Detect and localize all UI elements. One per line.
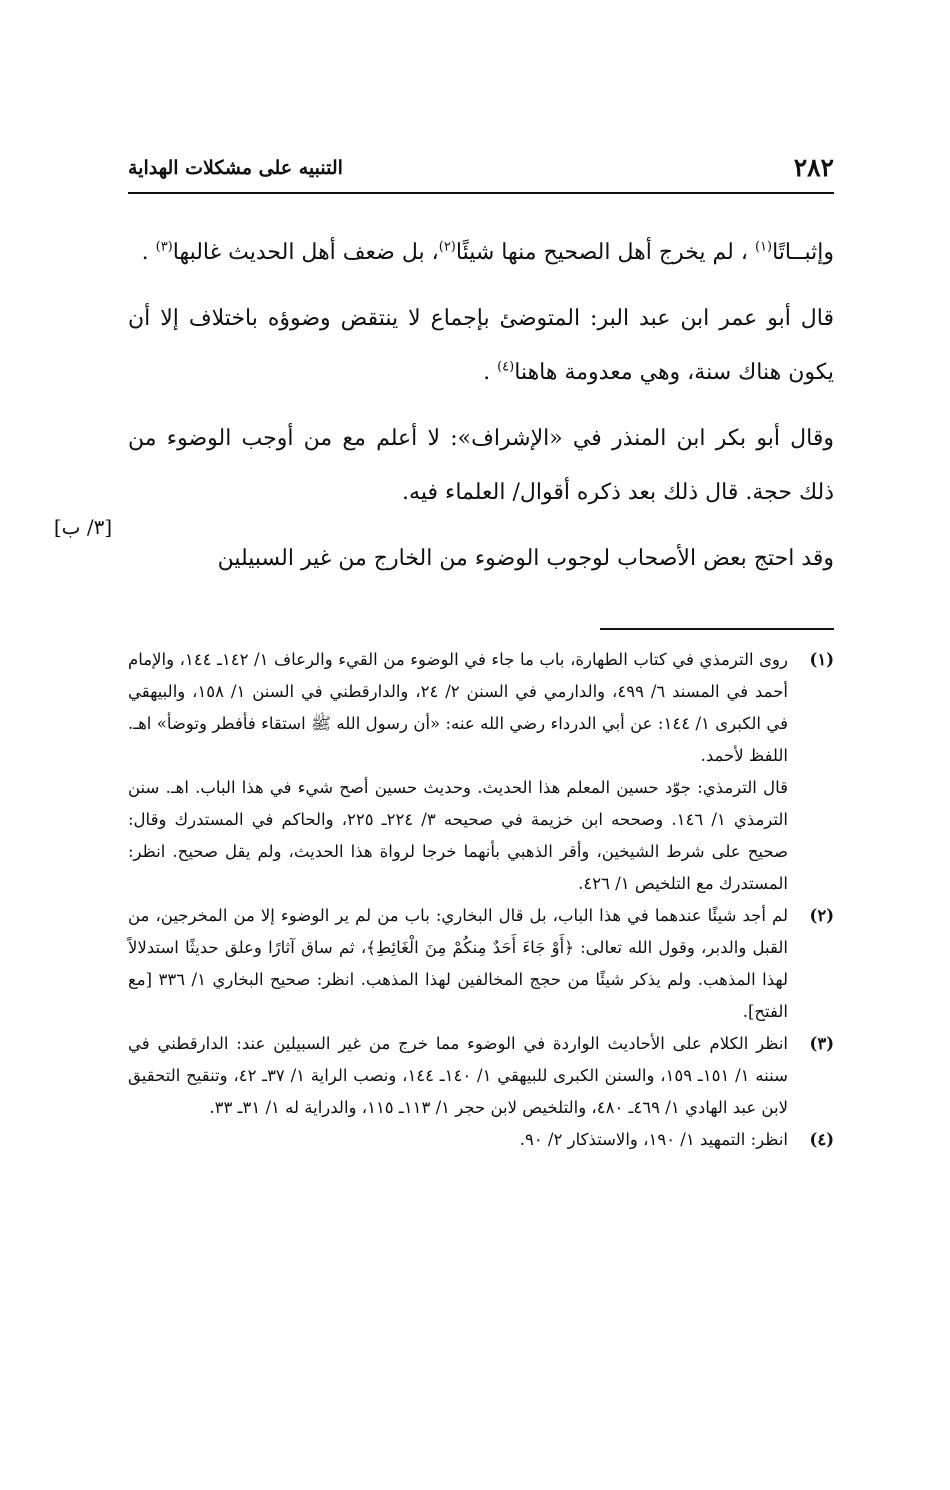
running-title: التنبيه على مشكلات الهداية [128,157,343,179]
footnote-2 [128,900,834,1028]
text-run: . [141,240,156,265]
paragraph-2 [128,292,834,400]
footnote-text: انظر الكلام على الأحاديث الواردة في الوضوء مما خرج من غير السبيلين عند: الدارقطني في سننه ١/ ١٥١ـ ١٥٩، والسنن الكبرى للبيهقي ١/ ١٤٠ـ ١٤٤، ونصب الراية ١/ ٣٧ـ ٤٢، وتنقيح التحقيق لابن عبد الهادي ١/ ٤٦٩ـ ٤٨٠، والتلخيص لابن حجر ١/ ١١٣ـ ١١٥، والدراية له ١/ ٣١ـ ٣٣. [128,1034,788,1117]
footnote-number: (٣) [809,1034,834,1053]
page-header [128,150,834,194]
footnote-ref-4: (٤) [497,359,515,375]
footnote-ref-2: (٢) [438,239,456,255]
text-run: وإثبــاتًا [772,240,834,265]
footnote-3 [128,1028,834,1124]
footnote-text: لم أجد شيئًا عندهما في هذا الباب، بل قال البخاري: باب من لم ير الوضوء إلا من المخرجين، من القبل والدبر، وقول الله تعالى: ﴿أَوْ جَاءَ أَحَدٌ مِنكُمْ مِنَ الْغَائِطِ﴾، ثم ساق آثارًا وعلق حديثًا استدلالاً لهذا المذهب. ولم يذكر شيئًا من حجج المخالفين لهذا المذهب. انظر: صحيح البخاري ١/ ٣٣٦ [مع الفتح]. [128,906,788,1021]
paragraph-1 [128,226,834,280]
text-run: قال أبو عمر ابن عبد البر: المتوضئ بإجماع لا ينتقض وضوؤه باختلاف إلا أن يكون هناك سنة، وهي معدومة هاهنا [128,306,834,385]
page-number: ٢٨٢ [793,153,834,182]
footnote-number: (٢) [809,906,834,925]
footnote-text: روى الترمذي في كتاب الطهارة، باب ما جاء في الوضوء من القيء والرعاف ١/ ١٤٢ـ ١٤٤، والإمام أحمد في المسند ٦/ ٤٩٩، والدارمي في السنن ٢/ ٢٤، والدارقطني في السنن ١/ ١٥٨، والبيهقي في الكبرى ١/ ١٤٤: عن أبي الدرداء رضي الله عنه: «أن رسول الله ﷺ استقاء فأفطر وتوضأ» اهـ. اللفظ لأحمد. [128,650,789,765]
footnotes [128,644,834,1156]
footnote-text: انظر: التمهيد ١/ ١٩٠، والاستذكار ٢/ ٩٠. [519,1130,788,1149]
text-run: ، لم يخرج أهل الصحيح منها شيئًا [455,240,755,265]
footnote-number: (١) [809,650,834,669]
text-run: ، بل ضعف أهل الحديث غالبها [172,240,439,265]
footnote-4 [128,1124,834,1156]
footnote-divider [600,628,834,630]
footnote-text: قال الترمذي: جوّد حسين المعلم هذا الحديث. وحديث حسين أصح شيء في هذا الباب. اهـ. سنن الترمذي ١/ ١٤٦. وصححه ابن خزيمة في صحيحه ٣/ ٢٢٤ـ ٢٢٥، والحاكم في المستدرك وقال: صحيح على شرط الشيخين، وأقر الذهبي بأنهما خرجا لرواة هذا الحديث، ولم يقل صحيح. انظر: المستدرك مع التلخيص ١/ ٤٢٦. [128,778,788,893]
text-run: . [483,360,498,385]
paragraph-3: وقال أبو بكر ابن المنذر في «الإشراف»: لا أعلم مع من أوجب الوضوء من ذلك حجة. قال ذلك بعد ذكره أقوال/ العلماء فيه. [128,426,834,505]
footnote-ref-3: (٣) [155,239,173,255]
footnote-ref-1: (١) [754,239,773,255]
footnote-1 [128,644,834,900]
main-text [128,226,834,586]
manuscript-folio-note: [٣/ ب] [53,515,113,539]
paragraph-4: وقد احتج بعض الأصحاب لوجوب الوضوء من الخارج من غير السبيلين [217,546,834,571]
footnote-number: (٤) [809,1130,834,1149]
